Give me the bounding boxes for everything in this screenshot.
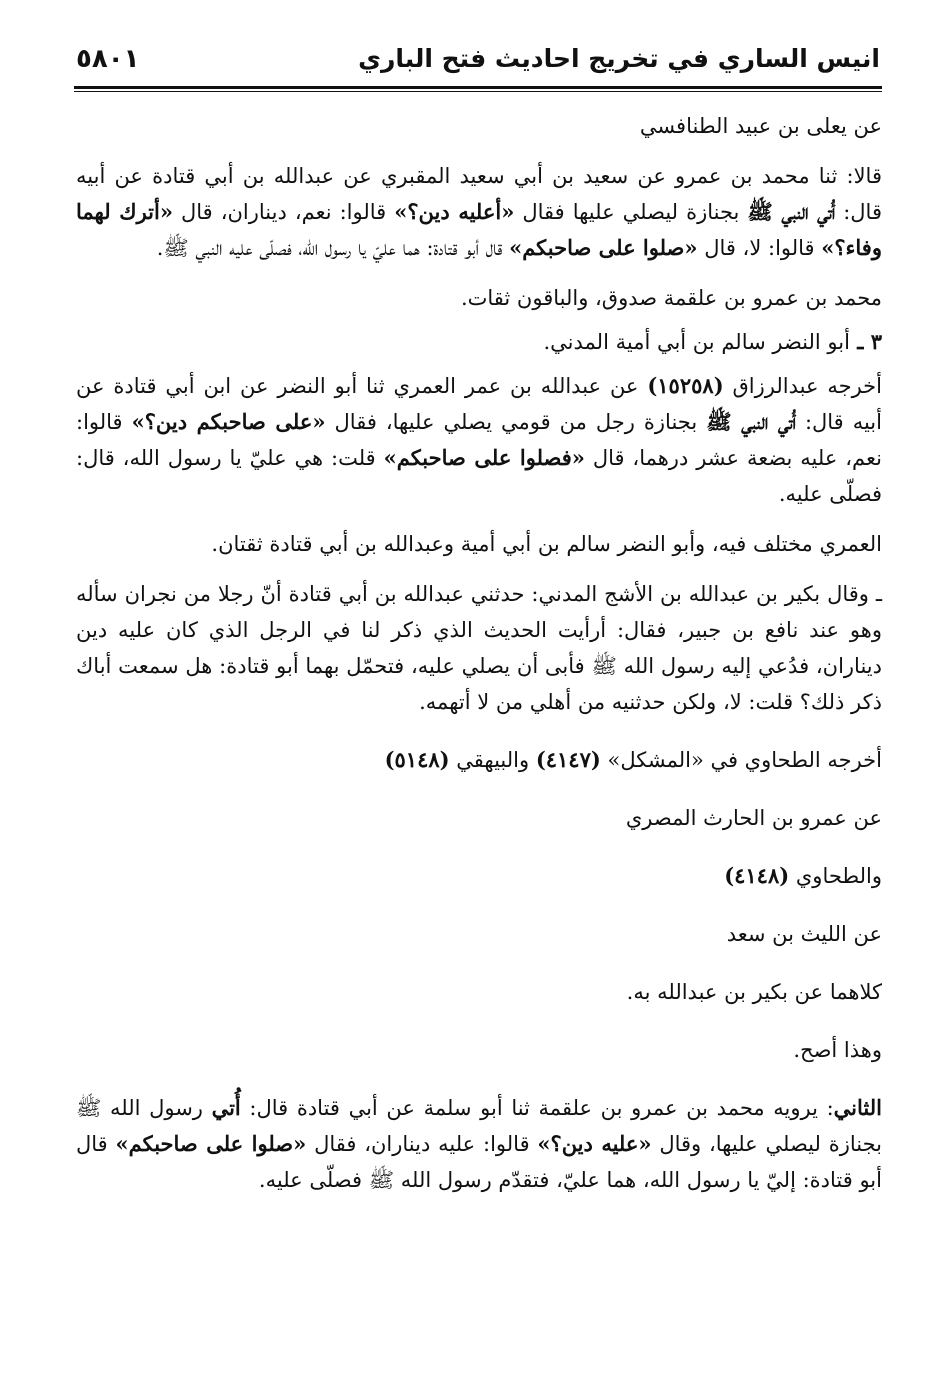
bold-run: (٤١٤٨) (724, 863, 790, 888)
text-run: قالوا: نعم، ديناران، قال (172, 200, 395, 224)
text-run: محمد بن عمرو بن علقمة صدوق، والباقون ثقات. (460, 286, 882, 310)
text-run: عن يعلى بن عبيد الطنافسي (639, 114, 882, 138)
bold-run: «على صاحبكم دين؟» (131, 409, 326, 434)
bold-run: «عليه دين؟» (537, 1131, 652, 1156)
paragraph-9 (76, 800, 882, 836)
text-run: عن عبدالله بن عمر العمري ثنا أبو النضر عن ابن أبي قتادة عن أبيه قال: (76, 374, 882, 434)
bold-run: (٤١٤٧) (535, 747, 601, 772)
text-run: قالا: ثنا محمد بن عمرو عن سعيد بن أبي سعيد المقبري عن عبدالله بن أبي قتادة عن أبيه قال: (76, 164, 882, 224)
running-header (74, 40, 882, 84)
text-run: والبيهقي (449, 748, 536, 772)
text-run: قالوا: نعم، عليه بضعة عشر درهما، قال (76, 410, 882, 470)
paragraph-5 (76, 368, 882, 512)
bold-run: (١٥٢٥٨) (647, 373, 724, 398)
paragraph-6 (76, 526, 882, 562)
text-run: كلاهما عن بكير بن عبدالله به. (626, 980, 882, 1004)
text-run: قال أبو قتادة: هما عليّ يا رسول الله، فصلّى عليه النبي ﷺ. (156, 236, 510, 260)
bold-run: «صلوا على صاحبكم» (115, 1131, 307, 1156)
bold-run: «فصلوا على صاحبكم» (383, 445, 585, 470)
paragraph-10 (76, 858, 882, 894)
text-run: رسول الله ﷺ بجنازة ليصلي عليها، وقال (76, 1096, 882, 1156)
bold-run: (٥١٤٨) (384, 747, 450, 772)
bold-run: «أعليه دين؟» (394, 199, 515, 224)
text-run: قلت: هي عليّ يا رسول الله، قال: فصلّى عليه. (76, 446, 882, 506)
text-run: قالوا: عليه ديناران، فقال (306, 1132, 538, 1156)
text-run: العمري مختلف فيه، وأبو النضر سالم بن أبي أمية وعبدالله بن أبي قتادة ثقتان. (211, 532, 882, 556)
bold-run: أُتي (211, 1095, 241, 1120)
text-run: والطحاوي (789, 864, 882, 888)
bold-run: أُتي النبي ﷺ (706, 409, 796, 434)
header-rule (74, 86, 882, 89)
paragraph-14 (76, 1090, 882, 1198)
text-run: بجنازة ليصلي عليها فقال (514, 200, 748, 224)
text-run: عن الليث بن سعد (726, 922, 882, 946)
paragraph-12 (76, 974, 882, 1010)
paragraph-1 (76, 108, 882, 144)
bold-run: أُتي النبي ﷺ (747, 199, 836, 224)
page-body (76, 108, 882, 1198)
text-run: أخرجه الطحاوي في «المشكل» (600, 748, 882, 772)
text-run: عن عمرو بن الحارث المصري (625, 806, 882, 830)
header-rule-thin (74, 91, 882, 92)
text-run: أبو النضر سالم بن أبي أمية المدني. (543, 330, 850, 354)
text-run: قالوا: لا، قال (697, 236, 822, 260)
paragraph-7 (76, 576, 882, 720)
bold-run: ٣ ـ (849, 329, 882, 354)
text-run: : يرويه محمد بن عمرو بن علقمة ثنا أبو سلمة عن أبي قتادة قال: (240, 1096, 834, 1120)
paragraph-13 (76, 1032, 882, 1068)
section-heading-3 (76, 324, 882, 360)
text-run: وهذا أصح. (793, 1038, 882, 1062)
paragraph-2 (76, 158, 882, 266)
text-run: ـ وقال بكير بن عبدالله بن الأشج المدني: حدثني عبدالله بن أبي قتادة أنّ رجلا من نجران سأله وهو عند نافع بن جبير، فقال: أرأيت الحديث الذي ذكر لنا في الرجل الذي كان عليه دين ديناران، فدُعي إليه رسول الله ﷺ فأبى أن يصلي عليه، فتحمّل بهما أبو قتادة: هل سمعت أباك ذكر ذلك؟ قلت: لا، ولكن حدثنيه من أهلي من لا أتهمه. (76, 582, 882, 714)
text-run: بجنازة رجل من قومي يصلي عليها، فقال (325, 410, 707, 434)
book-title: انيس الساري في تخريج احاديث فتح الباري (358, 44, 880, 73)
bold-run: «أترك لهما وفاء؟» (76, 199, 882, 260)
bold-run: «صلوا على صاحبكم» (509, 235, 698, 260)
paragraph-11 (76, 916, 882, 952)
bold-run: الثاني (833, 1095, 882, 1120)
text-run: أخرجه عبدالرزاق (723, 374, 882, 398)
text-run: قال أبو قتادة: إليّ يا رسول الله، هما عليّ، فتقدّم رسول الله ﷺ فصلّى عليه. (76, 1132, 882, 1192)
paragraph-8 (76, 742, 882, 778)
page-number: ٥٨٠١ (76, 44, 140, 74)
paragraph-3 (76, 280, 882, 316)
